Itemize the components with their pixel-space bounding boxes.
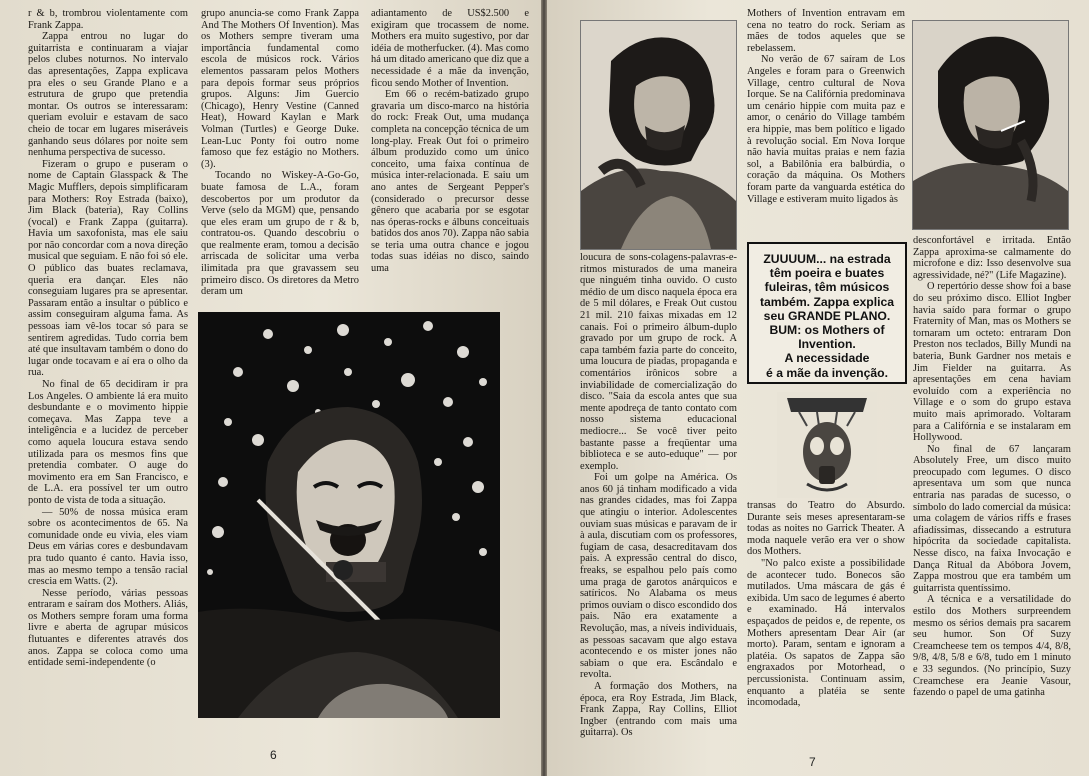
paragraph: A formação dos Mothers, na época, era Roy Estrada, Jim Black, Frank Zappa, Ray Collins, Elliot Ingber (entrando com mais uma guitarra). Os — [580, 680, 737, 739]
paragraph: r & b, trombrou violentamente com Frank Zappa. — [28, 8, 188, 31]
paragraph: A técnica e a versatilidade do estilo dos Mothers surpreendem mesmo os sérios demais pra sacarem seu humor. Son Of Suzy Creamcheese tem os tempos 4/4, 8/8, 9/8, 4/8, 5/8 e 6/8, tudo em 1 minuto e 33 segundos. (No princípio, Suzy Creamchese era Jeanie Vasour, fazendo o papel de uma gatinha — [913, 594, 1071, 699]
gas-mask-illustration — [777, 392, 877, 498]
paragraph: Zappa entrou no lugar do guitarrista e continuaram a viajar pelos clubes noturnos. No intervalo das apresentações, Zappa explicava pra eles o seu Grande Plano e a estrutura de grupo que pretendia montar. Os outros se interessaram: queriam evoluir e estavam de saco cheio de tocar em lugares miseráveis ganhando seus dólares por noite sem nenhuma perspectiva de sucesso. — [28, 31, 188, 159]
page-number-right: 7 — [809, 755, 816, 769]
page-number-left: 6 — [270, 748, 277, 762]
paragraph: loucura de sons-colagens-palavras-e-ritmos misturados de uma maneira que ninguém tinha ouvido. O custo médio de um disco naquela época era de 5 mil dólares, e Freak Out custou 21 mil. 210 faixas mixadas em 12 canais. Foi o primeiro álbum-duplo gravado por um grupo de rock. A capa também fazia parte do conceito, uma loucura de piadas, propaganda e comentários irônicos sobre a inviabilidade de comercialização do disco. "Saia da escola antes que sua mente apodreça de tanto contato com nosso sistema educacional mediocre... Se você tiver peito bastante passe a freqüentar uma biblioteca e se auto-eduque" — por exemplo. — [580, 252, 737, 472]
paragraph: desconfortável e irritada. Então Zappa aproxima-se calmamente do microfone e diz: Isso desenvolve sua agressividade, né?" (Life Magazine). — [913, 235, 1071, 281]
paragraph: "No palco existe a possibilidade de acontecer tudo. Bonecos são mutilados. Uma máscara de gás é exibida. Um saco de legumes é aberto e examinado. Há intervalos espaçados de peidos e, de repente, os Mothers apresentam Dear Air (ar morto). Param, sentam e ignoram a platéia. Os sapatos de Zappa são engraxados por Motorhead, o percussionista. Continuam assim, enquanto a platéia se sente incomodada, — [747, 557, 905, 709]
callout-line: ZUUUUM... na estrada — [763, 252, 891, 266]
callout-line: A necessidade — [784, 351, 870, 366]
zappa-portrait-photo — [580, 20, 737, 250]
column-3 — [371, 8, 529, 303]
paragraph: Nesse período, várias pessoas entraram e saíram dos Mothers. Aliás, os Mothers sempre foram uma forma livre e aberta de agrupar músicos flutuantes e diferentes através dos anos. Zappa se coloca como uma entidade semi-independente (o — [28, 587, 188, 669]
callout-line: BUM: os Mothers of — [769, 323, 885, 338]
column-5-bottom — [747, 500, 905, 756]
paragraph: Fizeram o grupo e puseram o nome de Captain Glasspack & The Magic Mufflers, depois simplificaram para Mothers: Roy Estrada (baixo), Jim Black (bateria), Ray Collins (vocal) e Frank Zappa (guitarra). Havia um saxofonista, mas ele saiu por não concordar com a nova direção musical que seguiam. E não foi só ele. O público das buates reclamava, queria era dançar. Eles não conseguiam lugares pra se apresentar. Passaram então a insultar o público e assim conseguiram alguma fama. As pessoas iam vê-los tocar só para se sentirem agredidas. Tudo corria bem até que insultavam também o dono do lugar onde tocavam e aí era o olho da rua. — [28, 158, 188, 379]
paragraph: — 50% de nossa música eram sobre os acontecimentos de 65. Na comunidade onde eu vivia, eles viam Deus em várias cores e desbundavam pra tudo quanto é canto. Havia isso, mas ao mesmo tempo a tensão racial crescia em Watts. (2). — [28, 506, 188, 588]
callout-box — [747, 242, 907, 384]
callout-line: é a mãe da invenção. — [766, 365, 888, 380]
column-5-top — [747, 8, 905, 236]
paragraph: Foi um golpe na América. Os anos 60 já tinham modificado a vida nas grandes cidades, mas foi Zappa que atingiu o interior. Adolescentes ouviam suas músicas e paravam de ir à aula, discutiam com os professores, fugiam de casa, desacreditavam dos pais. A expressão central do disco, freaks, se espalhou pelo país como uma praga de garotos anárquicos e satíricos. No Alabama os meus primos ouviam o disco escondido dos pais. Não era exatamente a Revolução, mas, a níveis individuais, as pessoas sacavam que algo estava acontecendo e os mister jones não sabiam o que era. Escândalo e revolta. — [580, 472, 737, 681]
paragraph: No final de 65 decidiram ir pra Los Angeles. O ambiente lá era muito desbundante e o movimento hippie começava. Mas Zappa teve a inteligência e a lucidez de perceber como aquela loucura estava sendo utilizada para os mesmos fins que pretendia combater. O auge do movimento era em San Francisco, e de L.A. era possível ter um outro ponto de vista de toda a situação. — [28, 379, 188, 506]
paragraph: adiantamento de US$2.500 e exigiram que trocassem de nome. Mothers era muito sugestivo, por dar idéia de motherfucker. (4). Mas como há um ditado americano que diz que a necessidade é a mãe da invenção, ficou sendo Mother of Invention. — [371, 8, 529, 89]
paragraph: Mothers of Invention entravam em cena no teatro do rock. Seriam as mães de todos aqueles que se rebelassem. — [747, 8, 905, 54]
paragraph: No verão de 67 saíram de Los Angeles e foram para o Greenwich Village, centro cultural de Nova Iorque. Se na Califórnia predominava um cenário hippie com muita paz e amor, o cenário do Village também era hippie, mas bem político e ligado à revolução social. Em Nova Iorque não havia muitas praias e nem fazia sol, a Babilônia era balbúrdia, o coração da máquina. Os Mothers foram parte da vanguarda estética do Village e estiveram muito ligados às — [747, 54, 905, 205]
concert-photo — [198, 312, 500, 718]
paragraph: grupo anuncia-se como Frank Zappa And The Mothers Of Invention). Mas os Mothers sempre tiveram uma importância fundamental como escola de músicos rock. Vários elementos passaram pelos Mothers para depois formar seus próprios grupos. Alguns: Jim Guercio (Chicago), Henry Vestine (Canned Heat), Howard Kaylan e Mark Volman (Turtles) e George Duke. Lean-Luc Ponty foi outro nome famoso que fez estágio no Mothers. (3). — [201, 8, 359, 170]
callout-line: seu GRANDE PLANO. — [763, 308, 891, 323]
callout-line: têm poeira e buates — [769, 266, 885, 281]
paragraph: transas do Teatro do Absurdo. Durante seis meses apresentaram-se todas as noites no Garrick Theater. A moda naquele verão era ver o show dos Mothers. — [747, 500, 905, 558]
paragraph: Tocando no Wiskey-A-Go-Go, buate famosa de L.A., foram descobertos por um produtor da Verve (selo da MGM) que, pensando que eles eram um grupo de r & b, contratou-os. Quando descobriu o que realmente eram, tomou a decisão arriscada de solicitar uma verba ilimitada pra que gravassem seu primeiro disco. Os diretores da Metro deram um — [201, 170, 359, 298]
column-6 — [913, 235, 1071, 755]
paragraph: Em 66 o recém-batizado grupo gravaria um disco-marco na história do rock: Freak Out, uma mudança completa na concepção técnica de um long-play. Freak Out foi o primeiro álbum produzido como um único conceito, uma faixa contínua de música inter-relacionada. E saiu um ano antes de Sergeant Pepper's (considerado o precursor desse gênero que acabaria por se esgotar nas óperas-rocks e álbuns conceituais batidos dos anos 70). Zappa não sabia se teria uma outra chance e jogou todas suas idéias no disco, saindo uma — [371, 89, 529, 275]
callout-line: fuleiras, têm músicos — [764, 280, 890, 295]
paragraph: No final de 67 lançaram Absolutely Free, um disco muito preocupado com legumes. O disco apresentava um som que nunca entraria nas paradas de sucesso, o símbolo do lado comercial da música: uma colagem de vários riffs e frases afiadíssimas, dissecando a estrutura hipócrita da sociedade capitalista. Nesse disco, na faixa Invocação e Dança Ritual da Abóbora Jovem, Zappa mostrou que era também um guitarrista quentíssimo. — [913, 443, 1071, 594]
column-2 — [201, 8, 359, 303]
callout-line: Invention. — [798, 337, 856, 352]
callout-line: também. Zappa explica — [759, 294, 895, 309]
column-4 — [580, 252, 737, 752]
zappa-smoking-photo — [912, 20, 1069, 230]
left-page — [0, 0, 541, 776]
column-1 — [28, 8, 188, 758]
right-page — [547, 0, 1089, 776]
paragraph: O repertório desse show foi a base do seu próximo disco. Elliot Ingber havia saído para formar o grupo Fraternity of Man, mas os Mothers se tornaram um octeto: entraram Don Preston nos teclados, Billy Mundi na bateria, Bunk Gardner nos metais e Jim Fielder na guitarra. As apresentações em cena haviam evoluído com a experiência no Village e o som do grupo estava muito mais aprimorado. Voltaram para a Califórnia e se instalaram em Hollywood. — [913, 281, 1071, 444]
